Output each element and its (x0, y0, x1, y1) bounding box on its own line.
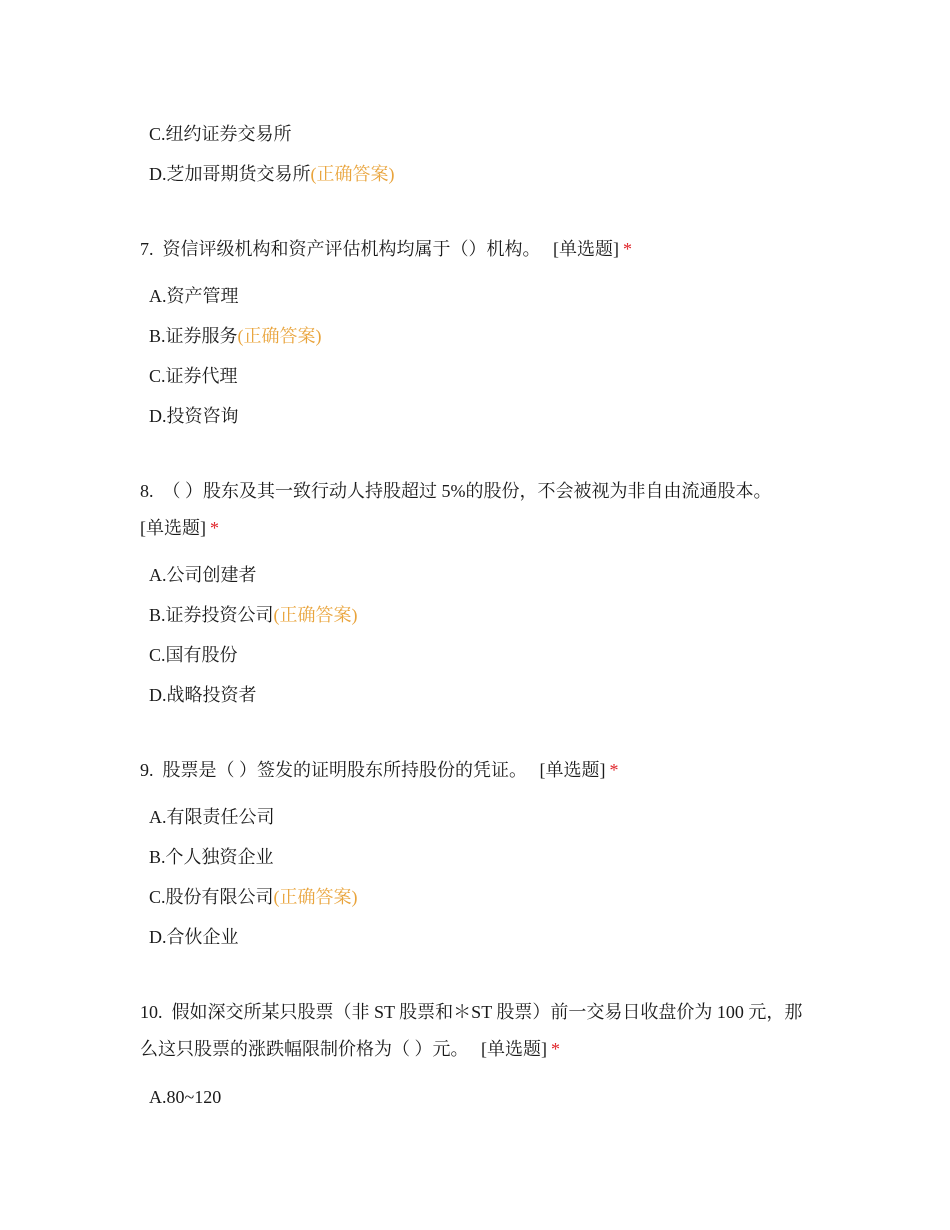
q8-text: （ ）股东及其一致行动人持股超过 5%的股份，不会被视为非自由流通股本。 (162, 481, 772, 501)
q9-option-b[interactable]: B.个人独资企业 (149, 847, 274, 867)
q9-option-d[interactable]: D.合伙企业 (149, 927, 239, 947)
q9-question (140, 752, 810, 789)
q7-options (149, 276, 322, 436)
q6-option-c[interactable]: C.纽约证券交易所 (149, 124, 292, 144)
q8-option-d[interactable]: D.战略投资者 (149, 685, 257, 705)
q7-question (140, 231, 810, 268)
q6-option-d[interactable]: D.芝加哥期货交易所(正确答案) (149, 164, 395, 184)
q7-option-a[interactable]: A.资产管理 (149, 286, 239, 306)
q8-type-tag: [单选题] (140, 518, 206, 538)
q8-number: 8. (140, 481, 154, 501)
q7-required-mark: * (623, 239, 632, 259)
q10-text: 假如深交所某只股票（非 ST 股票和＊ST 股票）前一交易日收盘价为 100 元，那么这只股票的涨跌幅限制价格为（ ）元。 (140, 1002, 803, 1059)
q10-option-a[interactable]: A.80~120 (149, 1087, 222, 1107)
q6-options (149, 114, 395, 194)
q8-question (140, 473, 810, 547)
correct-answer-tag: (正确答案) (237, 326, 322, 346)
q9-text: 股票是（ ）签发的证明股东所持股份的凭证。 (162, 760, 527, 780)
q9-required-mark: * (609, 760, 619, 780)
q7-option-b[interactable]: B.证券服务(正确答案) (149, 326, 322, 346)
q8-option-b[interactable]: B.证券投资公司(正确答案) (149, 605, 358, 625)
q10-options (149, 1077, 221, 1117)
q8-option-a[interactable]: A.公司创建者 (149, 565, 257, 585)
correct-answer-tag: (正确答案) (310, 164, 395, 184)
q9-option-a[interactable]: A.有限责任公司 (149, 807, 275, 827)
q10-required-mark: * (551, 1039, 560, 1059)
q10-question (140, 994, 810, 1068)
q7-option-d[interactable]: D.投资咨询 (149, 406, 239, 426)
q7-option-c[interactable]: C.证券代理 (149, 366, 238, 386)
q9-type-tag: [单选题] (539, 760, 606, 780)
q9-options (149, 797, 358, 957)
q10-number: 10. (140, 1002, 163, 1022)
q7-text: 资信评级机构和资产评估机构均属于（）机构。 (162, 239, 541, 259)
q7-type-tag: [单选题] (553, 239, 619, 259)
q9-number: 9. (140, 760, 154, 780)
q9-option-c[interactable]: C.股份有限公司(正确答案) (149, 887, 358, 907)
correct-answer-tag: (正确答案) (273, 887, 358, 907)
q10-type-tag: [单选题] (481, 1039, 547, 1059)
q8-required-mark: * (210, 518, 219, 538)
q8-options (149, 555, 358, 715)
q7-number: 7. (140, 239, 154, 259)
correct-answer-tag: (正确答案) (273, 605, 358, 625)
q8-option-c[interactable]: C.国有股份 (149, 645, 238, 665)
